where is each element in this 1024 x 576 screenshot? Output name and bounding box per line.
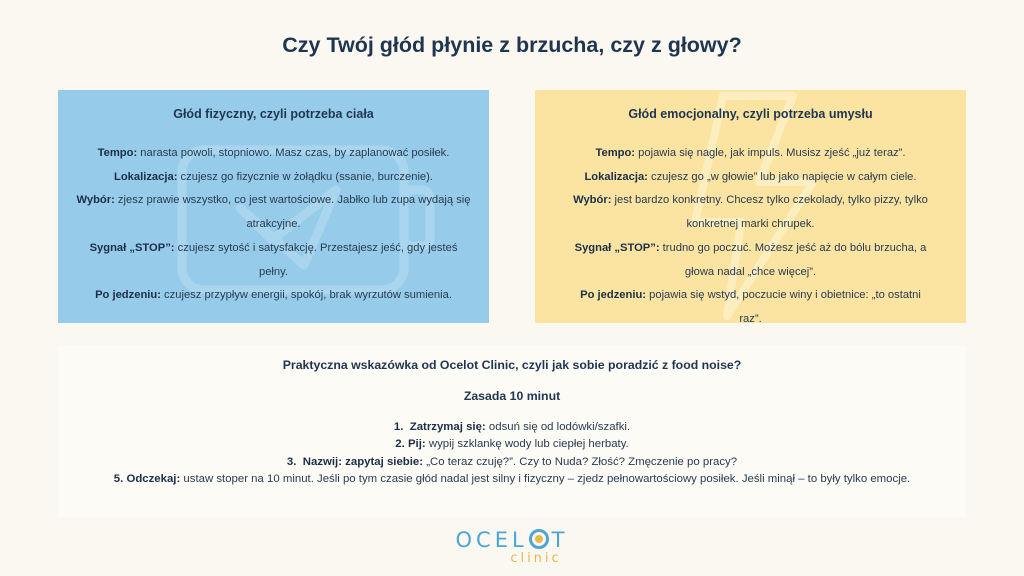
page-title: Czy Twój głód płynie z brzucha, czy z głowy? <box>282 33 742 57</box>
tip-step: 3. Nazwij: zapytaj siebie: „Co teraz czuję?”. Czy to Nuda? Złość? Zmęczenie po pracy? <box>286 455 738 468</box>
emotional-item-tempo: Tempo: pojawia się nagle, jak impuls. Musisz zjeść „już teraz”. <box>595 147 906 159</box>
tip-steps <box>58 419 966 488</box>
emotional-item-choice: Wybór: jest bardzo konkretny. Chcesz tylko czekolady, tylko pizzy, tylko konkretnej marki chrupek. <box>573 194 928 231</box>
emotional-item-after: Po jedzeniu: pojawia się wstyd, poczucie winy i obietnice: „to ostatni raz”. <box>580 289 921 323</box>
ocelot-clinic-logo <box>0 529 1024 566</box>
tip-heading: Praktyczna wskazówka od Ocelot Clinic, czyli jak sobie poradzić z food noise? <box>282 358 742 372</box>
physical-hunger-panel <box>58 90 489 323</box>
emotional-item-location: Lokalizacja: czujesz go „w głowie” lub jako napięcie w całym ciele. <box>584 170 917 183</box>
tip-step: 1. Zatrzymaj się: odsuń się od lodówki/szafki. <box>393 421 631 433</box>
logo-o-icon <box>529 529 549 549</box>
emotional-item-stop: Sygnał „STOP”: trudno go poczuć. Możesz jeść aż do bólu brzucha, a głowa nadal „chce więcej”. <box>574 241 927 278</box>
tip-step: 2. Pij: wypij szklankę wody lub ciepłej herbaty. <box>395 438 629 451</box>
logo-wordmark: OCEL T <box>455 528 569 552</box>
logo-subtitle: clinic <box>510 551 562 566</box>
physical-item-after: Po jedzeniu: czujesz przypływ energii, spokój, brak wyrzutów sumienia. <box>95 289 452 302</box>
emotional-heading: Głód emocjonalny, czyli potrzeba umysłu <box>628 107 873 121</box>
physical-item-location: Lokalizacja: czujesz go fizycznie w żołądku (ssanie, burczenie). <box>114 170 433 183</box>
tip-box <box>58 345 966 517</box>
tip-rule: Zasada 10 minut <box>463 389 561 403</box>
physical-item-choice: Wybór: zjesz prawie wszystko, co jest wartościowe. Jabłko lub zupa wydają się atrakcyjne. <box>76 194 471 231</box>
emotional-hunger-panel <box>535 90 966 323</box>
physical-item-stop: Sygnał „STOP”: czujesz sytość i satysfakcję. Przestajesz jeść, gdy jesteś pełny. <box>89 241 458 278</box>
physical-list <box>58 142 489 308</box>
tip-step: 5. Odczekaj: ustaw stoper na 10 minut. Jeśli po tym czasie głód nadal jest silny i fizyczny – zjedz pełnowartościowy posiłek. Jeśli minął – to były tylko emocje. <box>113 472 911 485</box>
physical-item-tempo: Tempo: narasta powoli, stopniowo. Masz czas, by zaplanować posiłek. <box>97 147 450 159</box>
physical-heading: Głód fizyczny, czyli potrzeba ciała <box>173 107 374 121</box>
emotional-list <box>535 142 966 323</box>
